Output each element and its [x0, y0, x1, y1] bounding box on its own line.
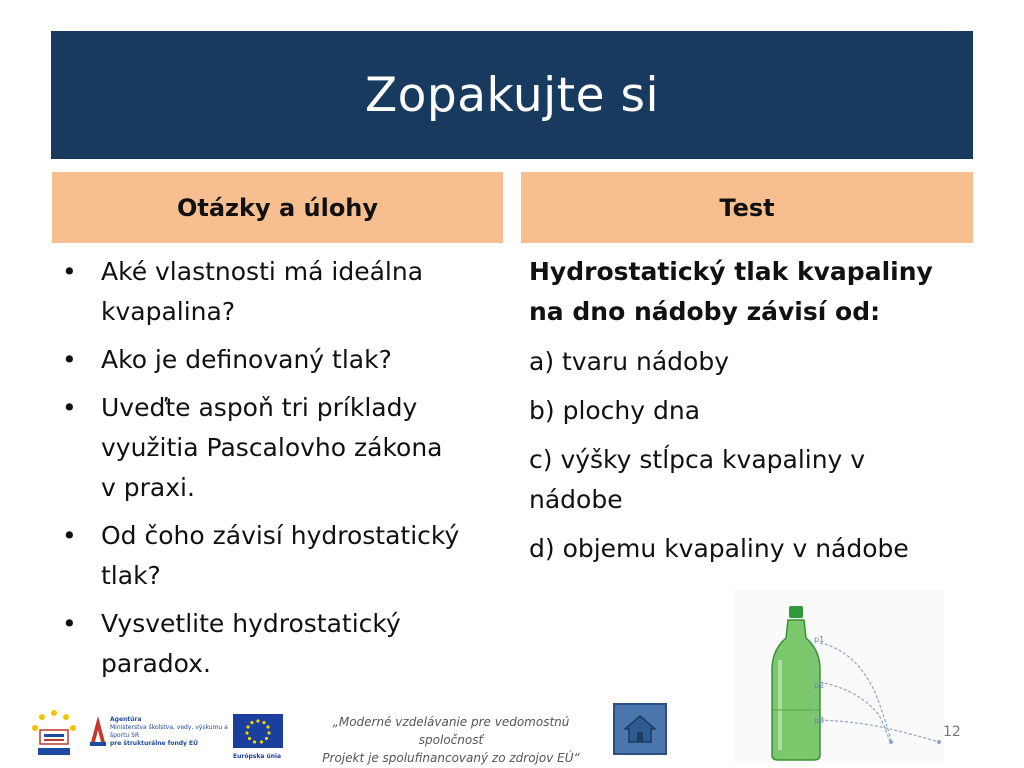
label-p2: p2 [814, 681, 825, 690]
test-option-c: c) výšky stĺpca kvapaliny v nádobe [529, 445, 866, 514]
home-icon [623, 714, 657, 744]
list-item: • Ako je definovaný tlak? [56, 340, 506, 380]
label-p1: p1 [814, 635, 825, 644]
eu-label: Európska únia [233, 753, 282, 760]
bottle-figure [734, 590, 944, 763]
agency-text: Agentúra Ministerstva školstva, vedy, výskumu a športu SR pre štrukturálne fondy EÚ [110, 716, 228, 747]
list-item: • Aké vlastnosti má ideálna kvapalina? [56, 252, 506, 332]
home-button[interactable] [613, 703, 667, 755]
bullet-icon: • [62, 521, 77, 550]
list-item: • Od čoho závisí hydrostatický tlak? [56, 516, 506, 596]
questions-list [56, 252, 506, 684]
test-question: Hydrostatický tlak kvapaliny na dno nádoby závisí od: [529, 257, 933, 326]
list-item: • Vysvetlite hydrostatický paradox. [56, 604, 506, 684]
slide-title: Zopakujte si [364, 67, 660, 123]
eu-flag-icon [233, 714, 283, 748]
bullet-icon: • [62, 257, 77, 286]
questions-header [52, 172, 503, 243]
label-p3: p3 [814, 716, 825, 725]
questions-header-label: Otázky a úlohy [176, 193, 379, 222]
test-option-b: b) plochy dna [529, 396, 701, 425]
test-panel [529, 252, 959, 578]
eu-logo [233, 714, 283, 760]
agency-logo [88, 712, 108, 748]
test-option-a: a) tvaru nádoby [529, 347, 729, 376]
test-header-label: Test [719, 193, 775, 222]
page-number: 12 [943, 724, 961, 740]
bottle-cap [789, 606, 803, 618]
project-text: „Moderné vzdelávanie pre vedomostnú spoločnosť Projekt je spolufinancovaný zo zdrojov EÚ“ [322, 715, 580, 765]
list-item: • Uveďte aspoň tri príklady využitia Pascalovho zákona v praxi. [56, 388, 506, 508]
test-header [521, 172, 973, 243]
test-option-d: d) objemu kvapaliny v nádobe [529, 534, 909, 563]
bullet-icon: • [62, 345, 77, 374]
program-logo [28, 708, 80, 758]
bullet-icon: • [62, 609, 77, 638]
bullet-icon: • [62, 393, 77, 422]
title-banner [51, 31, 973, 159]
